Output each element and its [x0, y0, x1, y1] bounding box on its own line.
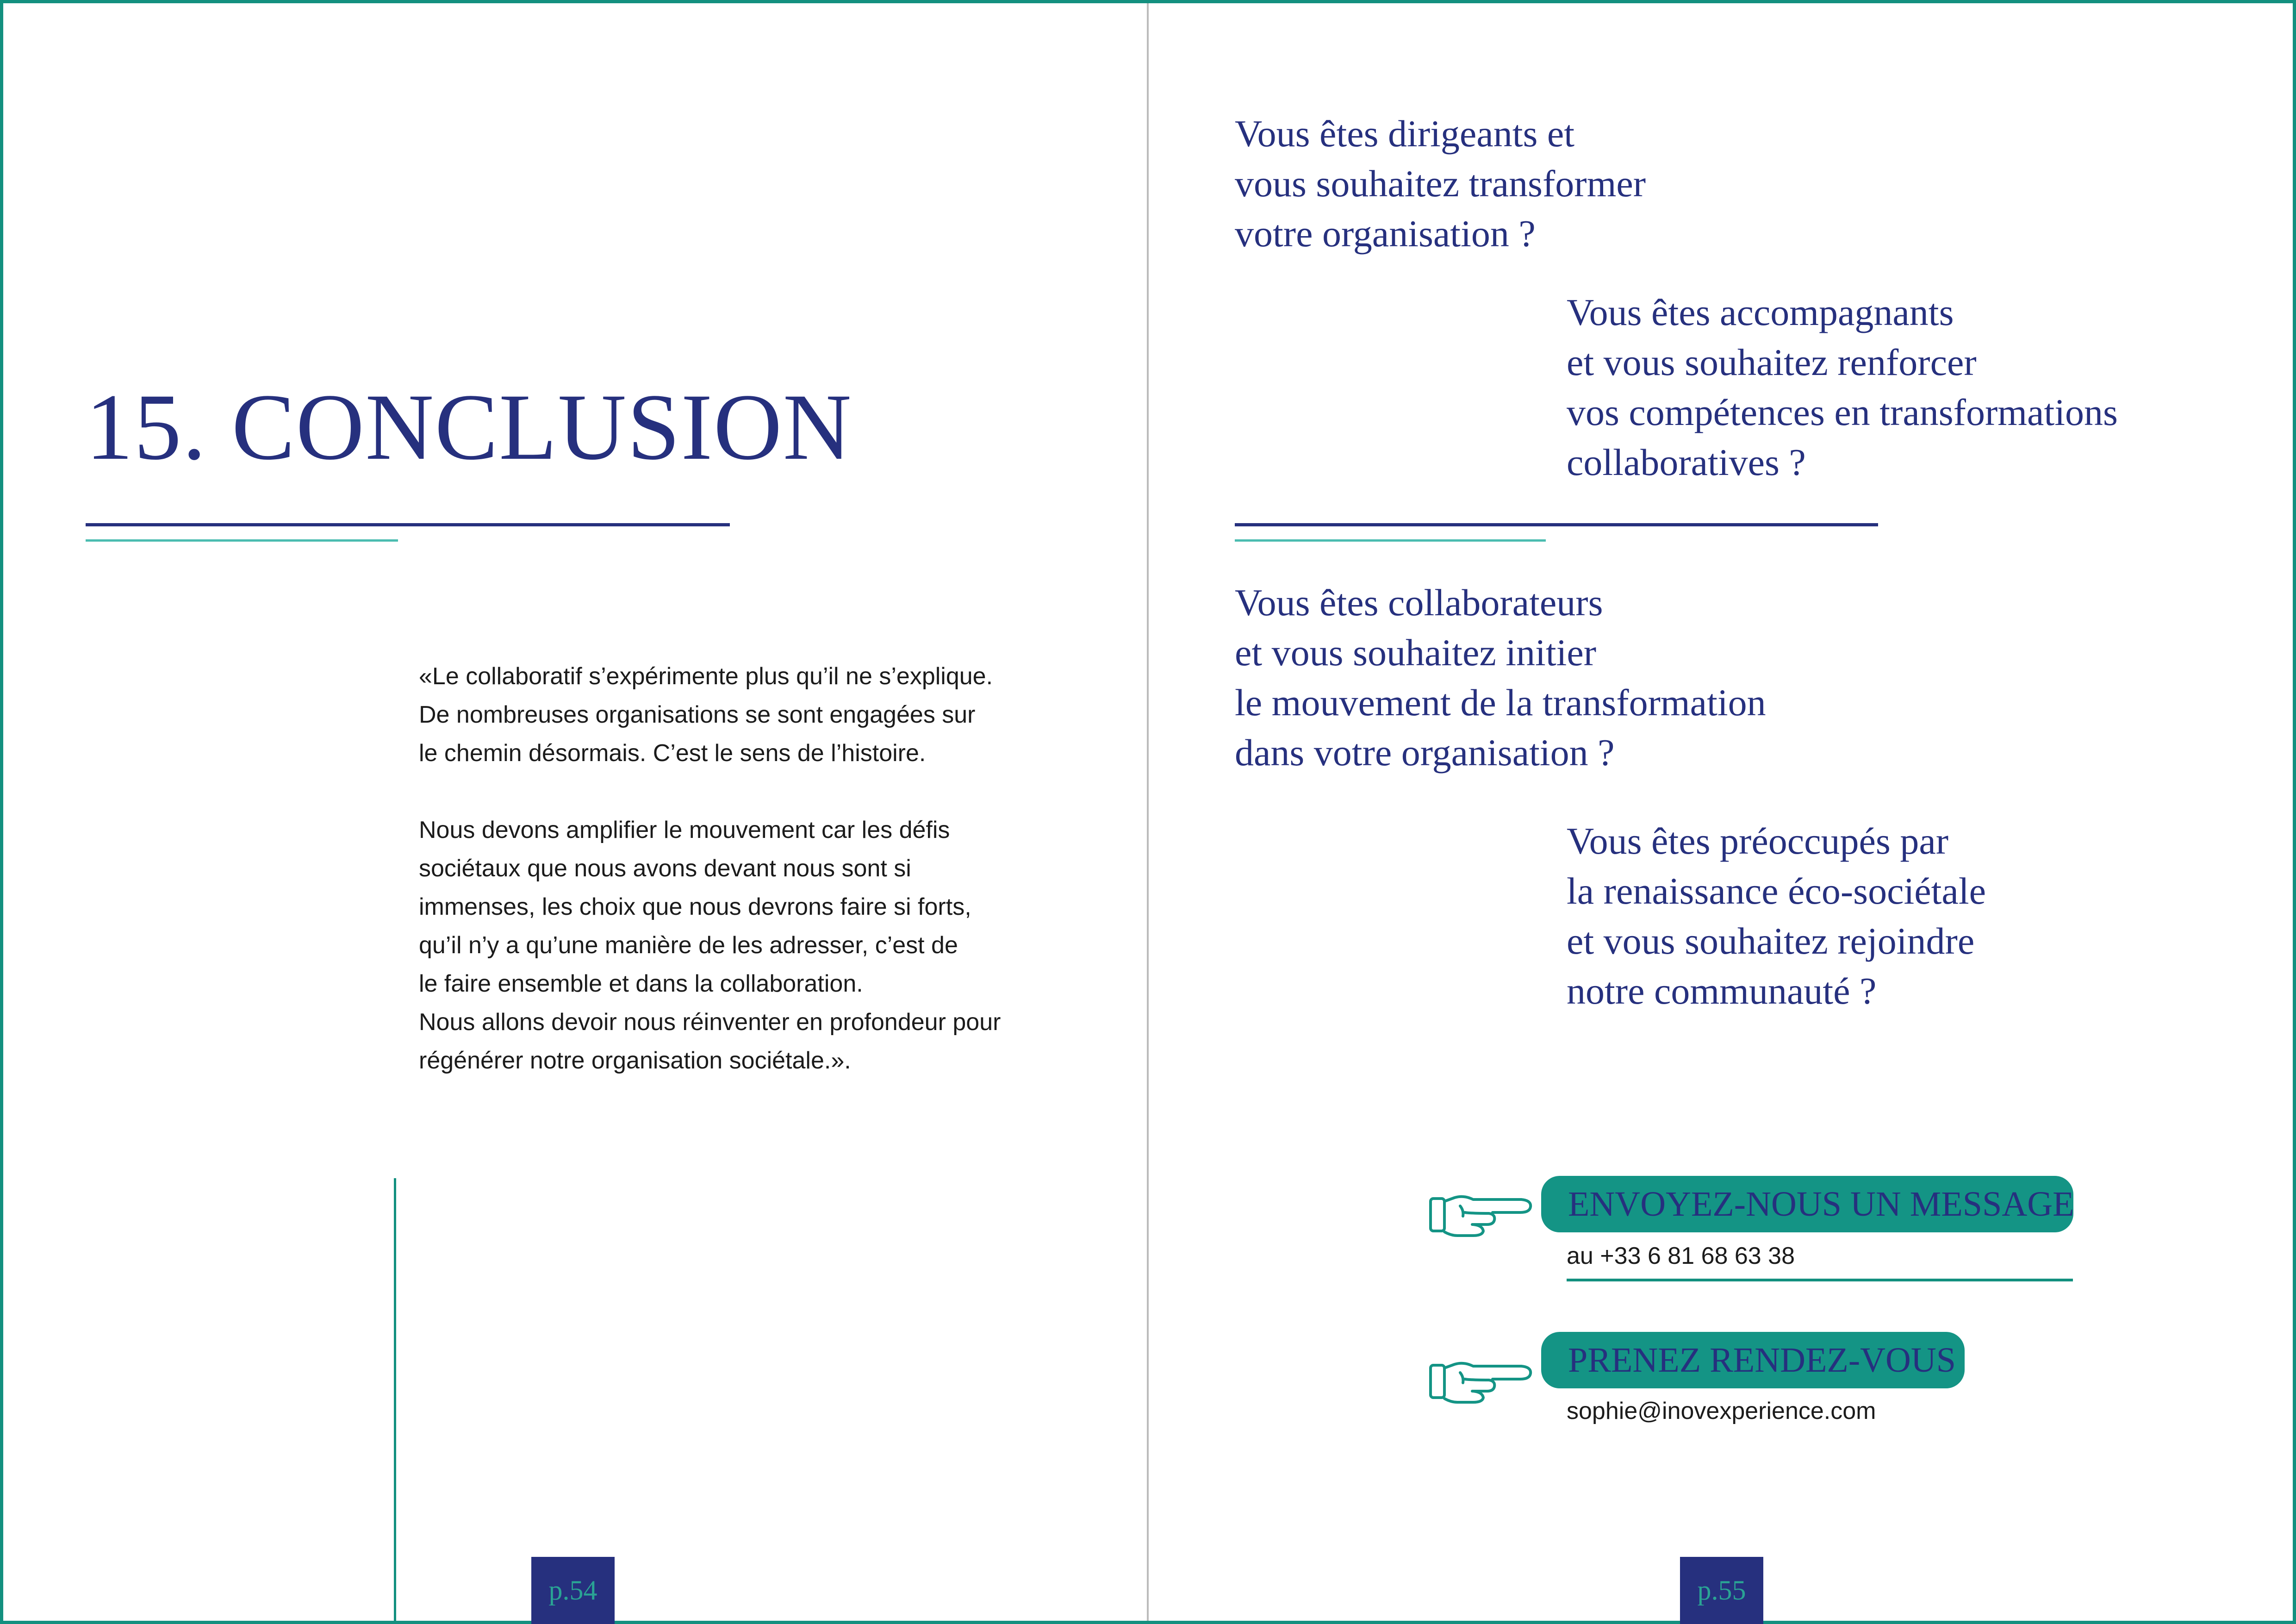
- question-coaches: Vous êtes accompagnants et vous souhaitez renforcer vos compétences en transformations collaboratives ?: [1567, 291, 2118, 483]
- book-appointment-button[interactable]: PRENEZ RENDEZ-VOUS: [1541, 1332, 1965, 1388]
- conclusion-quote: [419, 657, 1076, 1080]
- section-underline-teal: [1235, 539, 1546, 542]
- spread-fold-divider: [1147, 3, 1149, 1621]
- question-leaders: Vous êtes dirigeants et vous souhaitez transformer votre organisation ?: [1235, 112, 1646, 255]
- page-number-right: p.55: [1680, 1557, 1763, 1624]
- section-underline-navy: [1235, 523, 1878, 526]
- question-employees: Vous êtes collaborateurs et vous souhaitez initier le mouvement de la transformation dans votre organisation ?: [1235, 581, 1766, 774]
- title-underline-navy: [86, 523, 730, 526]
- phone-number[interactable]: au +33 6 81 68 63 38: [1567, 1243, 1795, 1269]
- question-community: Vous êtes préoccupés par la renaissance éco-sociétale et vous souhaitez rejoindre notre communauté ?: [1567, 820, 1986, 1012]
- pointing-hand-icon: [1428, 1354, 1534, 1410]
- page-number-left: p.54: [531, 1557, 615, 1624]
- pointing-hand-icon: [1428, 1187, 1534, 1243]
- title-underline-teal: [86, 539, 398, 542]
- quote-paragraph-2: Nous devons amplifier le mouvement car les défis sociétaux que nous avons devant nous sont si immenses, les choix que nous devrons faire si forts, qu’il n’y a qu’une manière de les adresser, c’est de le faire ensemble et dans la collaboration. Nous allons devoir nous réinventer en profondeur pour régénérer notre organisation sociétale.».: [419, 817, 1001, 1074]
- chapter-title: 15. CONCLUSION: [86, 375, 852, 480]
- send-message-button[interactable]: ENVOYEZ-NOUS UN MESSAGE: [1541, 1176, 2073, 1232]
- decorative-vertical-line: [394, 1178, 396, 1621]
- quote-paragraph-1: «Le collaboratif s’expérimente plus qu’il ne s’explique. De nombreuses organisations se sont engagées sur le chemin désormais. C’est le sens de l’histoire.: [419, 663, 993, 767]
- contact-underline: [1567, 1279, 2073, 1281]
- email-address[interactable]: sophie@inovexperience.com: [1567, 1398, 1876, 1424]
